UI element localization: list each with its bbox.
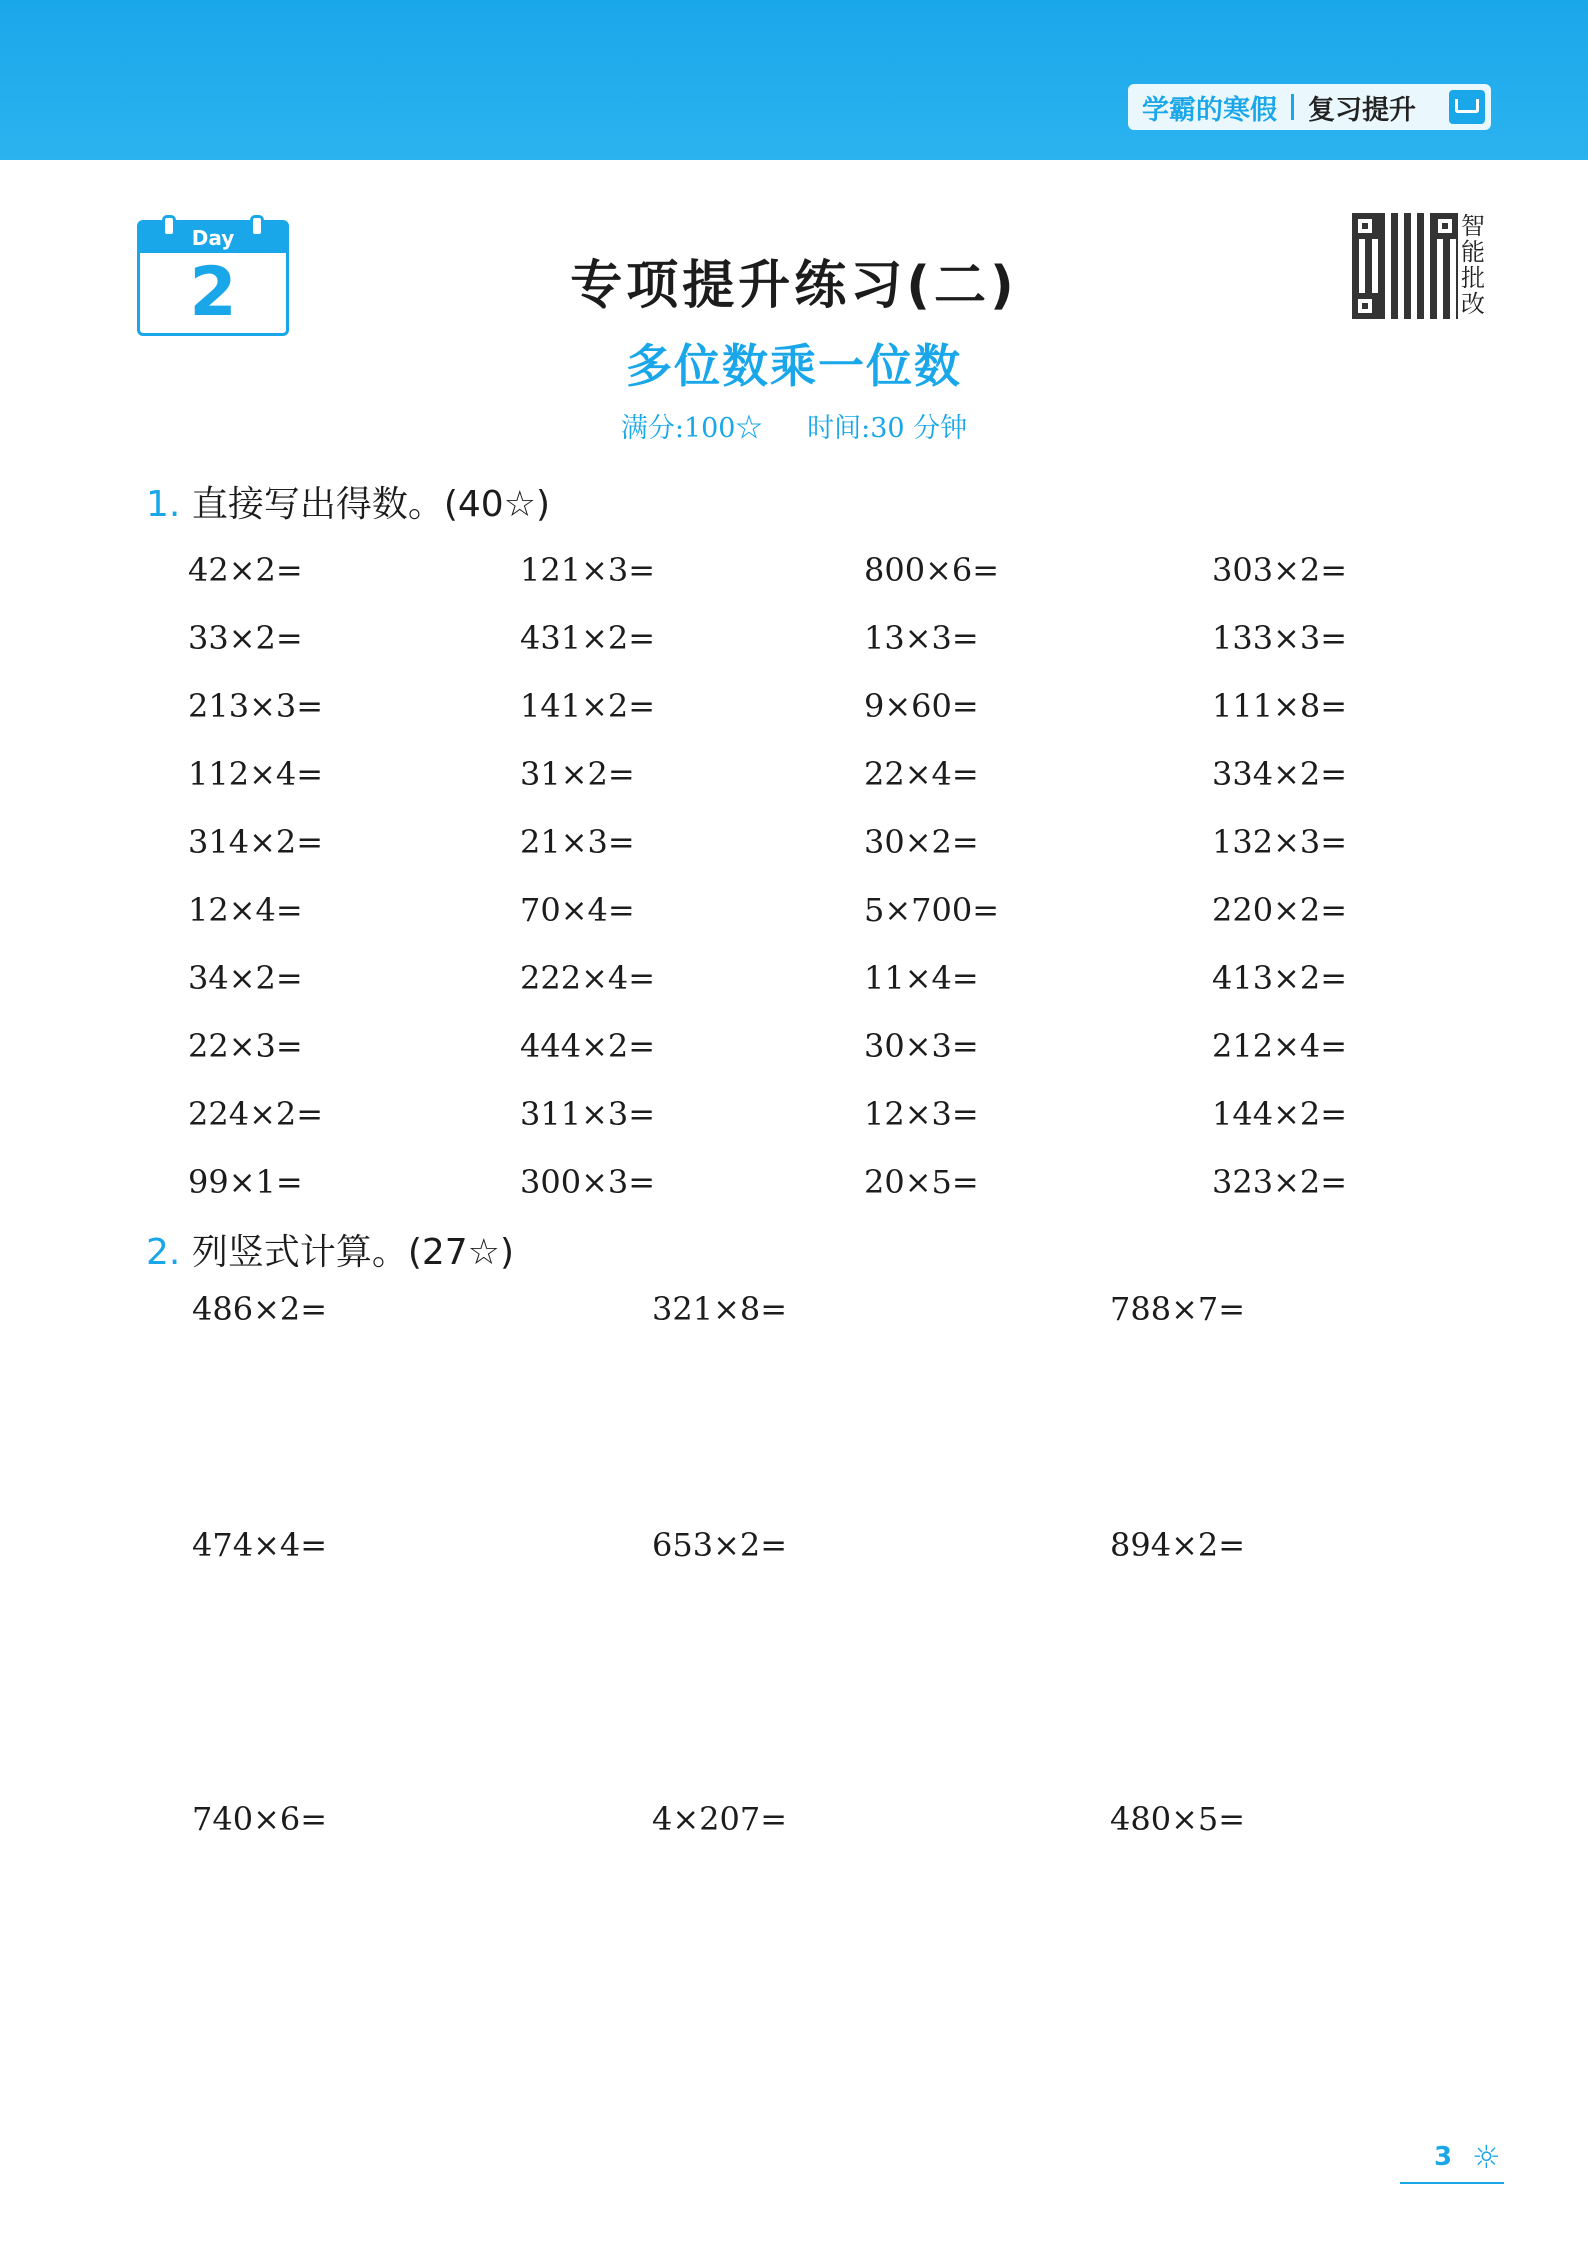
problem-item: 22×3= — [188, 1027, 303, 1065]
problem-item: 800×6= — [864, 551, 1000, 589]
problem-item: 220×2= — [1212, 891, 1348, 929]
problem-item: 112×4= — [188, 755, 324, 793]
section-2-title: 列竖式计算。(27☆) — [191, 1232, 514, 1273]
problem-item: 431×2= — [520, 619, 656, 657]
problem-item: 300×3= — [520, 1163, 656, 1201]
problem-item: 212×4= — [1212, 1027, 1348, 1065]
problem-item: 12×4= — [188, 891, 303, 929]
problem-item: 11×4= — [864, 959, 979, 997]
qr-label: 智能批改 — [1461, 212, 1485, 318]
sun-icon: ☼ — [1472, 2138, 1501, 2176]
problem-item: 413×2= — [1212, 959, 1348, 997]
problem-item: 132×3= — [1212, 823, 1348, 861]
problem-item: 444×2= — [520, 1027, 656, 1065]
problem-item: 34×2= — [188, 959, 303, 997]
problem-item: 99×1= — [188, 1163, 303, 1201]
problem-item: 5×700= — [864, 891, 1000, 929]
section-2-problems — [192, 1290, 1432, 2074]
problem-item: 133×3= — [1212, 619, 1348, 657]
problem-item: 224×2= — [188, 1095, 324, 1133]
vertical-calc-item: 894×2= — [1110, 1526, 1246, 1564]
time-limit: 时间:30 分钟 — [807, 413, 968, 444]
brand-divider — [1291, 94, 1294, 120]
vertical-calc-item: 653×2= — [652, 1526, 788, 1564]
day-label: Day — [140, 223, 286, 253]
problem-item: 70×4= — [520, 891, 635, 929]
vertical-calc-item: 4×207= — [652, 1800, 788, 1838]
vertical-calc-item: 740×6= — [192, 1800, 328, 1838]
section-1-heading — [146, 476, 550, 527]
brand-right: 复习提升 — [1308, 94, 1416, 126]
problem-item: 30×2= — [864, 823, 979, 861]
problem-item: 9×60= — [864, 687, 979, 725]
problem-item: 31×2= — [520, 755, 635, 793]
vertical-calc-item: 480×5= — [1110, 1800, 1246, 1838]
section-1-number: 1. — [146, 484, 181, 525]
day-number: 2 — [189, 253, 237, 332]
vertical-calc-item: 474×4= — [192, 1526, 328, 1564]
problem-item: 314×2= — [188, 823, 324, 861]
problem-item: 141×2= — [520, 687, 656, 725]
brand-left: 学霸的寒假 — [1142, 94, 1277, 126]
qr-code-icon[interactable] — [1352, 213, 1458, 319]
score-time-line — [0, 406, 1588, 445]
calendar-ring-icon — [250, 215, 264, 237]
page-number: 3 — [1434, 2142, 1453, 2172]
problem-item: 303×2= — [1212, 551, 1348, 589]
problem-item: 21×3= — [520, 823, 635, 861]
problem-item: 42×2= — [188, 551, 303, 589]
problem-item: 311×3= — [520, 1095, 656, 1133]
vertical-calc-item: 321×8= — [652, 1290, 788, 1328]
problem-item: 22×4= — [864, 755, 979, 793]
calendar-ring-icon — [162, 215, 176, 237]
book-icon — [1449, 90, 1485, 124]
problem-item: 33×2= — [188, 619, 303, 657]
problem-item: 222×4= — [520, 959, 656, 997]
section-2-number: 2. — [146, 1232, 181, 1273]
problem-item: 213×3= — [188, 687, 324, 725]
vertical-calc-item: 486×2= — [192, 1290, 328, 1328]
problem-item: 30×3= — [864, 1027, 979, 1065]
problem-item: 323×2= — [1212, 1163, 1348, 1201]
page-subtitle: 多位数乘一位数 — [626, 339, 962, 393]
brand-tag — [1128, 84, 1491, 130]
page-number-footer — [1400, 2138, 1504, 2184]
problem-item: 13×3= — [864, 619, 979, 657]
section-1-title: 直接写出得数。(40☆) — [191, 484, 550, 525]
problem-item: 334×2= — [1212, 755, 1348, 793]
header-banner — [0, 0, 1588, 160]
problem-item: 111×8= — [1212, 687, 1348, 725]
page-title: 专项提升练习(二) — [570, 256, 1018, 316]
full-score: 满分:100☆ — [620, 413, 763, 444]
section-1-problems — [188, 546, 1388, 1226]
problem-item: 144×2= — [1212, 1095, 1348, 1133]
section-2-heading — [146, 1224, 514, 1275]
vertical-calc-item: 788×7= — [1110, 1290, 1246, 1328]
problem-item: 121×3= — [520, 551, 656, 589]
problem-item: 20×5= — [864, 1163, 979, 1201]
problem-item: 12×3= — [864, 1095, 979, 1133]
